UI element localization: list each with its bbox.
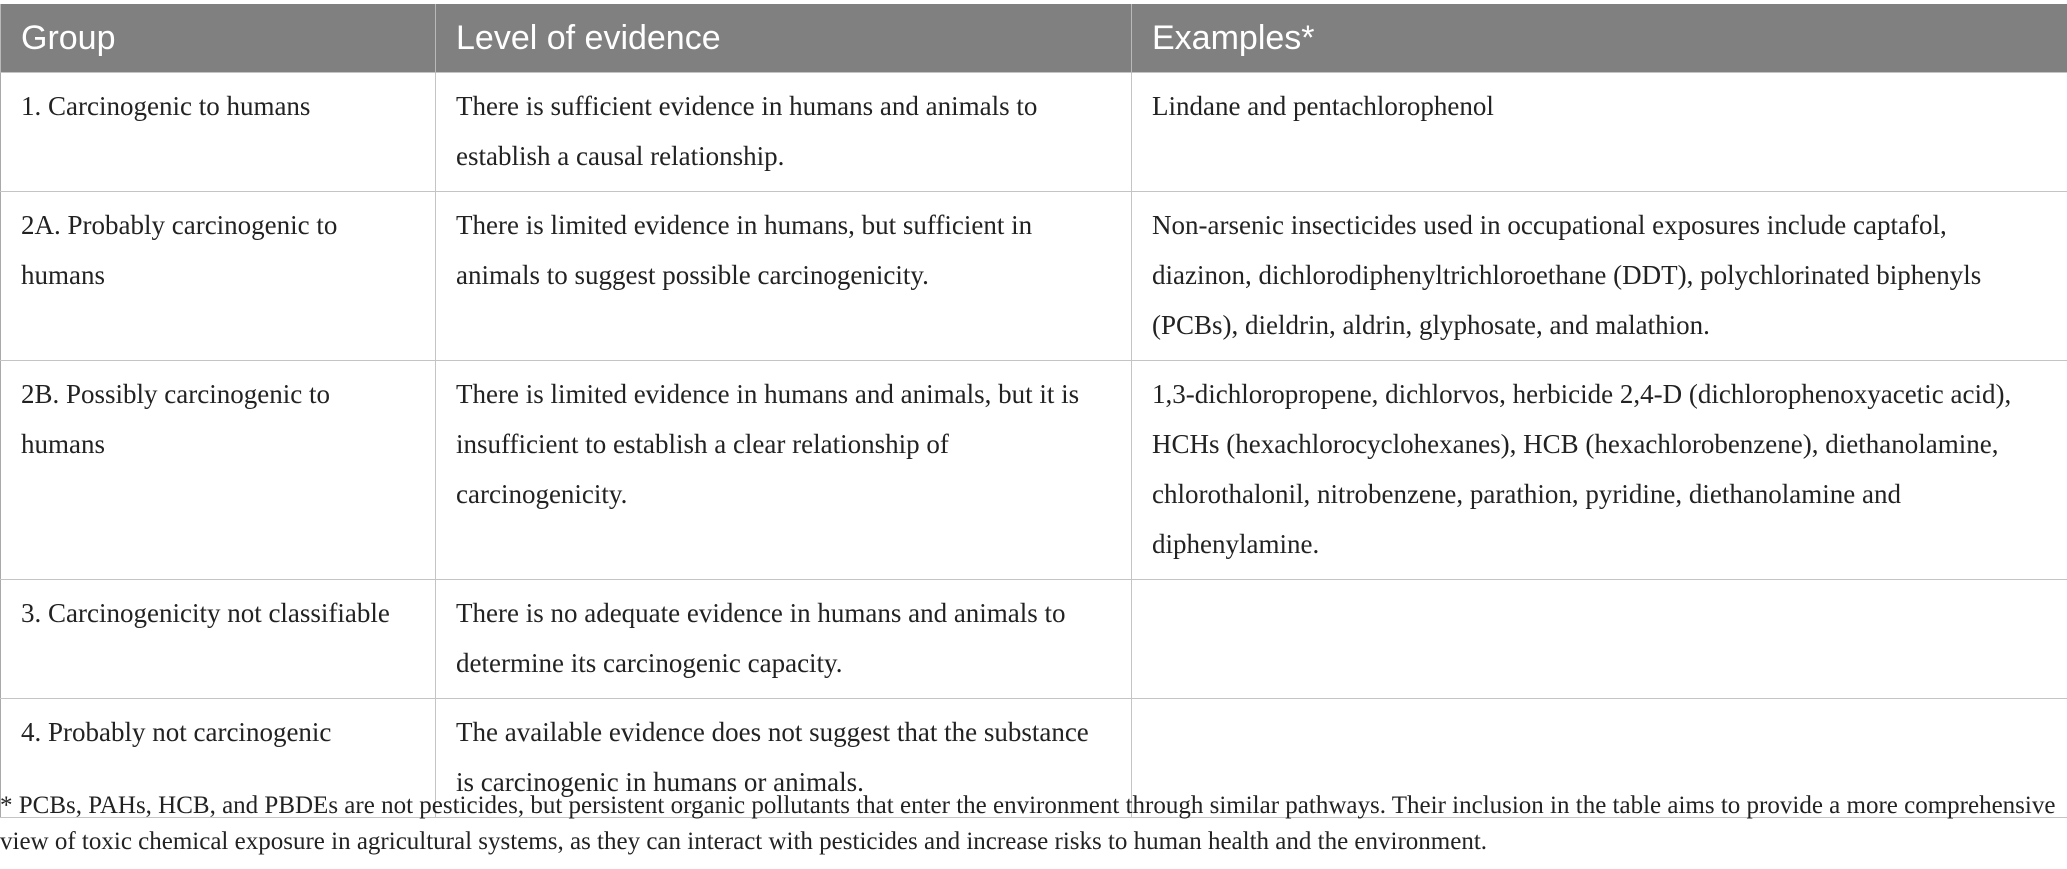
table-footnote: * PCBs, PAHs, HCB, and PBDEs are not pesticides, but persistent organic pollutants that enter the environment through similar pathways. Their inclusion in the table aims to provide a more comprehensive view of toxic chemical exposure in agricultural systems, as they can interact with pesticides and increase risks to human health and the environment. [0,792,2056,855]
table-row [1,192,2067,361]
cell-evidence: The available evidence does not suggest that the substance is carcinogenic in humans or animals. [436,699,1132,818]
cell-evidence: There is no adequate evidence in humans and animals to determine its carcinogenic capacity. [436,580,1132,699]
header-row [1,4,2067,73]
cell-evidence: There is sufficient evidence in humans and animals to establish a causal relationship. [436,73,1132,192]
cell-examples: Lindane and pentachlorophenol [1132,73,2067,192]
cell-examples: 1,3-dichloropropene, dichlorvos, herbicide 2,4-D (dichlorophenoxyacetic acid), HCHs (hexachlorocyclohexanes), HCB (hexachlorobenzene), diethanolamine, chlorothalonil, nitrobenzene, parathion, pyridine, diethanolamine and diphenylamine. [1132,361,2067,580]
carcinogenicity-table-container [0,4,2067,818]
cell-evidence: There is limited evidence in humans and animals, but it is insufficient to establish a clear relationship of carcinogenicity. [436,361,1132,580]
carcinogenicity-table [0,4,2067,818]
cell-group: 3. Carcinogenicity not classifiable [1,580,436,699]
cell-group: 2B. Possibly carcinogenic to humans [1,361,436,580]
table-row [1,361,2067,580]
cell-examples [1132,580,2067,699]
header-examples: Examples* [1132,4,2067,73]
cell-group: 1. Carcinogenic to humans [1,73,436,192]
cell-group: 2A. Probably carcinogenic to humans [1,192,436,361]
header-level-of-evidence: Level of evidence [436,4,1132,73]
header-group: Group [1,4,436,73]
table-row [1,73,2067,192]
table-body [1,73,2067,818]
cell-examples: Non-arsenic insecticides used in occupational exposures include captafol, diazinon, dichlorodiphenyltrichloroethane (DDT), polychlorinated biphenyls (PCBs), dieldrin, aldrin, glyphosate, and malathion. [1132,192,2067,361]
cell-evidence: There is limited evidence in humans, but sufficient in animals to suggest possible carcinogenicity. [436,192,1132,361]
table-header [1,4,2067,73]
table-row [1,580,2067,699]
cell-group: 4. Probably not carcinogenic [1,699,436,818]
